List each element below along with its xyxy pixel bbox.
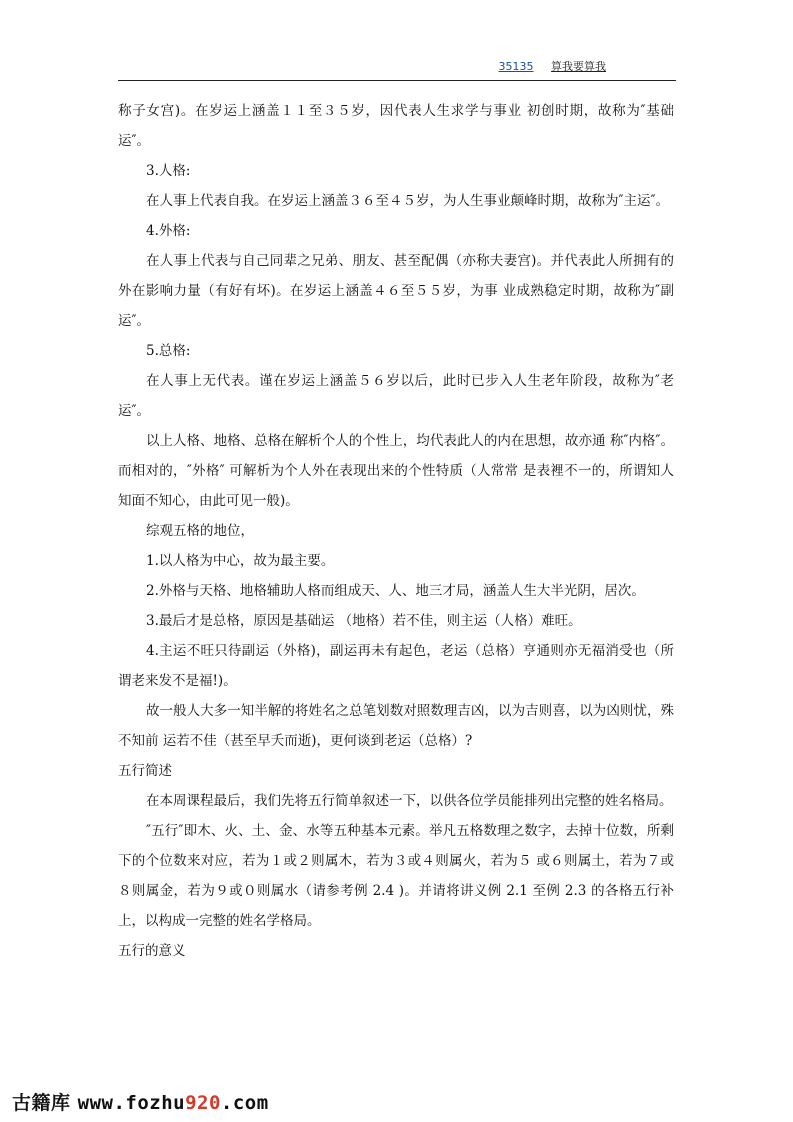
paragraph: 在人事上代表与自己同辈之兄弟、朋友、甚至配偶（亦称夫妻宫)。并代表此人所拥有的外在影响力量（有好有坏)。在岁运上涵盖４６至５５岁，为事 业成熟稳定时期，故称为″副运″。 <box>118 253 674 329</box>
paragraph: 4.主运不旺只待副运（外格)，副运再未有起色，老运（总格）亨通则亦无福消受也（所谓老来发不是福!)。 <box>118 643 674 689</box>
paragraph: 五行简述 <box>118 763 172 779</box>
paragraph: 称子女宫)。在岁运上涵盖１１至３５岁，因代表人生求学与事业 初创时期，故称为″基础运″。 <box>118 103 674 149</box>
paragraph: 综观五格的地位， <box>146 523 254 539</box>
paragraph: ″五行″即木、火、土、金、水等五种基本元素。举凡五格数理之数字，去掉十位数，所剩下的个位数来对应，若为１或２则属木，若为３或４则属火，若为５ 或６则属土，若为７或８则属金，若为９或０则属水（请参考例 2.4 )。并请将讲义例 2.1 至例 2.3 的各格五行补上，以构成一完整的姓名学格局。 <box>118 823 674 929</box>
footer-url-suffix: .com <box>220 1092 269 1114</box>
document-body <box>118 96 674 966</box>
footer-url-number: 920 <box>185 1092 221 1114</box>
paragraph: 3.最后才是总格，原因是基础运 （地格）若不佳，则主运（人格）难旺。 <box>146 613 582 629</box>
footer-site-url <box>78 1092 269 1114</box>
paragraph: 3.人格: <box>146 163 191 179</box>
paragraph: 以上人格、地格、总格在解析个人的个性上，均代表此人的内在思想，故亦通 称″内格″。而相对的，″外格″ 可解析为个人外在表现出来的个性特质（人常常 是表裡不一的，所谓知人知面不知心，由此可见一般)。 <box>118 433 674 509</box>
paragraph: 1.以人格为中心，故为最主要。 <box>146 553 335 569</box>
page-header <box>118 56 676 81</box>
paragraph: 在人事上代表自我。在岁运上涵盖３６至４５岁，为人生事业颠峰时期，故称为″主运″。 <box>146 193 670 209</box>
paragraph: 在本周课程最后，我们先将五行简单叙述一下，以供各位学员能排列出完整的姓名格局。 <box>146 793 673 809</box>
header-link[interactable]: 35135 <box>498 60 534 73</box>
paragraph: 故一般人大多一知半解的将姓名之总笔划数对照数理吉凶，以为吉则喜，以为凶则忧，殊不知前 运若不佳（甚至早夭而逝)，更何谈到老运（总格）? <box>118 703 674 749</box>
paragraph: 五行的意义 <box>118 943 186 959</box>
paragraph: 2.外格与天格、地格辅助人格而组成天、人、地三才局，涵盖人生大半光阴，居次。 <box>146 583 645 599</box>
footer-url-prefix: www.fozhu <box>77 1092 186 1114</box>
paragraph: 4.外格: <box>146 223 191 239</box>
footer-site-name: 古籍库 <box>12 1092 71 1114</box>
footer-watermark <box>12 1088 269 1115</box>
paragraph: 5.总格: <box>146 343 191 359</box>
header-title[interactable]: 算我要算我 <box>551 60 606 73</box>
header-inner <box>499 58 607 74</box>
paragraph: 在人事上无代表。谨在岁运上涵盖５６岁以后，此时已步入人生老年阶段，故称为″老运″。 <box>118 373 674 419</box>
